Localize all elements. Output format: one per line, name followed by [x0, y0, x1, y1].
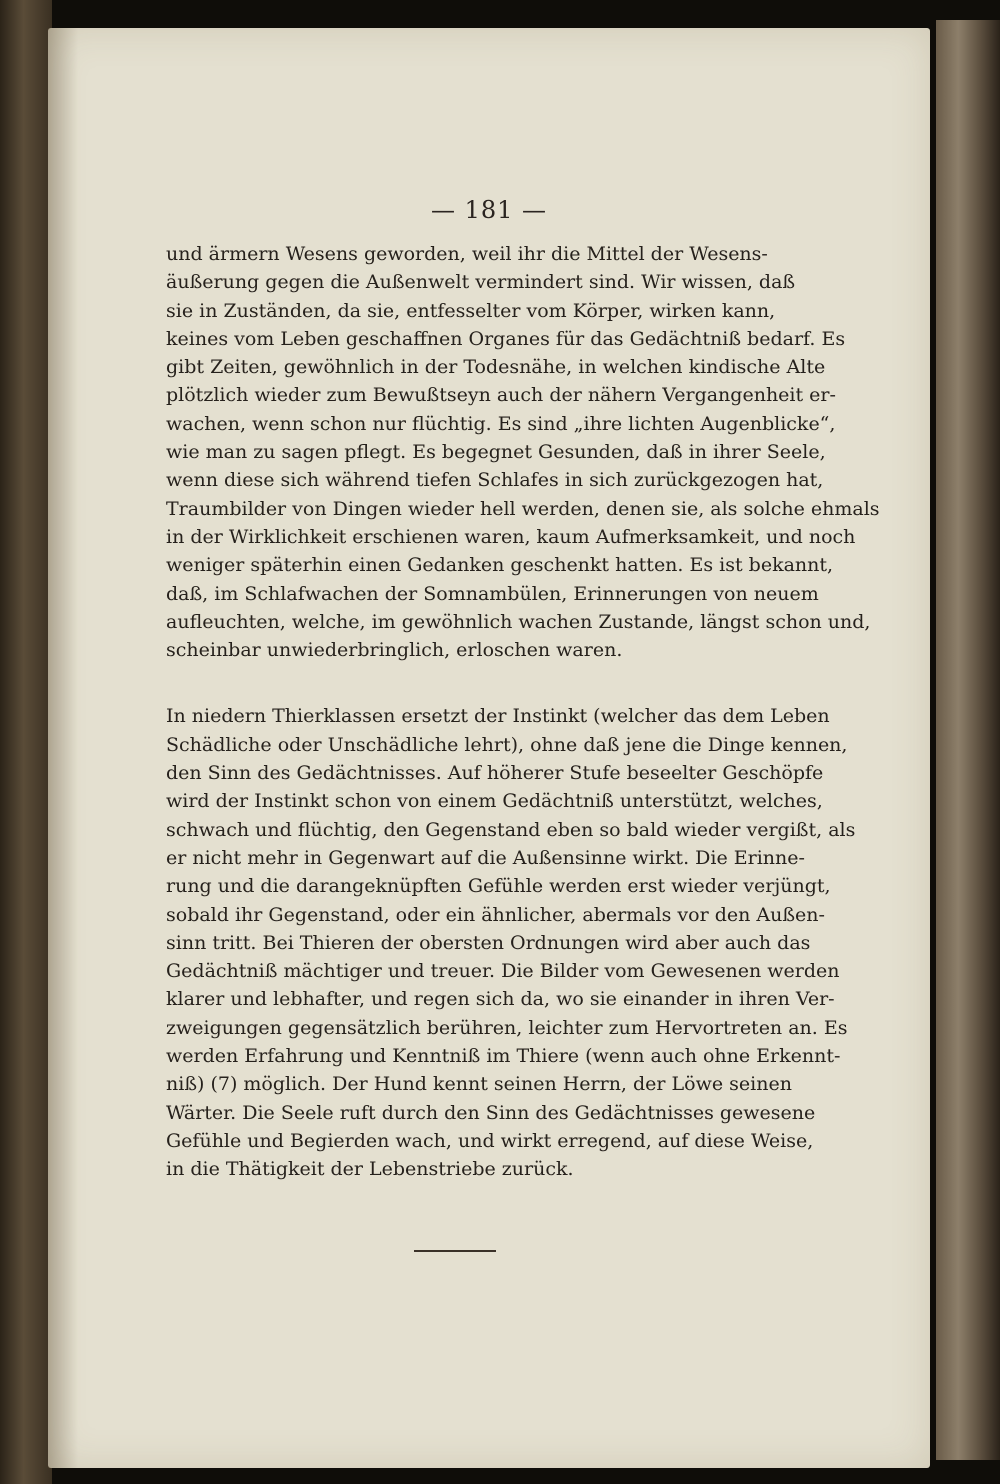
text-line: werden Erfahrung und Kenntniß im Thiere (wenn auch ohne Erkennt- — [166, 1045, 841, 1068]
text-line: Schädliche oder Unschädliche lehrt), ohne daß jene die Dinge kennen, — [166, 733, 848, 756]
text-line: wie man zu sagen pflegt. Es begegnet Gesunden, daß in ihrer Seele, — [166, 441, 826, 464]
book-page — [48, 28, 930, 1468]
text-line: aufleuchten, welche, im gewöhnlich wachen Zustande, längst schon und, — [166, 610, 871, 633]
text-line: wachen, wenn schon nur flüchtig. Es sind „ihre lichten Augenblicke“, — [166, 412, 836, 435]
text-line: Traumbilder von Dingen wieder hell werden, denen sie, als solche ehmals — [166, 497, 880, 520]
page-body — [166, 240, 880, 1184]
text-line: klarer und lebhafter, und regen sich da, wo sie einander in ihren Ver- — [166, 988, 835, 1011]
text-line: Gedächtniß mächtiger und treuer. Die Bilder vom Gewesenen werden — [166, 960, 840, 983]
text-line: keines vom Leben geschaffnen Organes für das Gedächtniß bedarf. Es — [166, 327, 846, 350]
text-line: daß, im Schlafwachen der Somnambülen, Erinnerungen von neuem — [166, 582, 819, 605]
text-line: er nicht mehr in Gegenwart auf die Außensinne wirkt. Die Erinne- — [166, 846, 805, 869]
text-line: Wärter. Die Seele ruft durch den Sinn des Gedächtnisses gewesene — [166, 1101, 816, 1124]
text-line: weniger späterhin einen Gedanken geschenkt hatten. Es ist bekannt, — [166, 554, 834, 577]
text-line: schwach und flüchtig, den Gegenstand eben so bald wieder vergißt, als — [166, 818, 856, 841]
section-end-rule — [414, 1250, 496, 1252]
text-line: gibt Zeiten, gewöhnlich in der Todesnähe, in welchen kindische Alte — [166, 356, 826, 379]
text-line: Gefühle und Begierden wach, und wirkt erregend, auf diese Weise, — [166, 1129, 814, 1152]
book-cover-left-edge — [0, 0, 52, 1484]
text-line: sobald ihr Gegenstand, oder ein ähnlicher, abermals vor den Außen- — [166, 903, 825, 926]
text-line: in der Wirklichkeit erschienen waren, kaum Aufmerksamkeit, und noch — [166, 525, 856, 548]
paragraph-2 — [166, 702, 856, 1183]
text-line: In niedern Thierklassen ersetzt der Instinkt (welcher das dem Leben — [166, 705, 830, 728]
book-cover-right-edge — [936, 20, 1000, 1460]
paragraph-1 — [166, 240, 880, 664]
text-line: wenn diese sich während tiefen Schlafes in sich zurückgezogen hat, — [166, 469, 824, 492]
text-line: sie in Zuständen, da sie, entfesselter vom Körper, wirken kann, — [166, 299, 776, 322]
page-gutter-shadow — [48, 28, 78, 1468]
text-line: und ärmern Wesens geworden, weil ihr die Mittel der Wesens- — [166, 243, 768, 265]
text-line: plötzlich wieder zum Bewußtseyn auch der nähern Vergangenheit er- — [166, 384, 836, 407]
text-line: rung und die darangeknüpften Gefühle werden erst wieder verjüngt, — [166, 875, 831, 898]
text-line: wird der Instinkt schon von einem Gedächtniß unterstützt, welches, — [166, 790, 823, 813]
text-line: scheinbar unwiederbringlich, erloschen waren. — [166, 639, 623, 662]
text-line: in die Thätigkeit der Lebenstriebe zurück. — [166, 1158, 574, 1181]
text-line: zweigungen gegensätzlich berühren, leichter zum Hervortreten an. Es — [166, 1016, 848, 1039]
text-line: den Sinn des Gedächtnisses. Auf höherer Stufe beseelter Geschöpfe — [166, 762, 824, 785]
text-line: niß) (7) möglich. Der Hund kennt seinen Herrn, der Löwe seinen — [166, 1073, 792, 1096]
page-number: — 181 — — [430, 196, 548, 224]
text-line: sinn tritt. Bei Thieren der obersten Ordnungen wird aber auch das — [166, 931, 811, 954]
text-line: äußerung gegen die Außenwelt vermindert sind. Wir wissen, daß — [166, 271, 796, 294]
